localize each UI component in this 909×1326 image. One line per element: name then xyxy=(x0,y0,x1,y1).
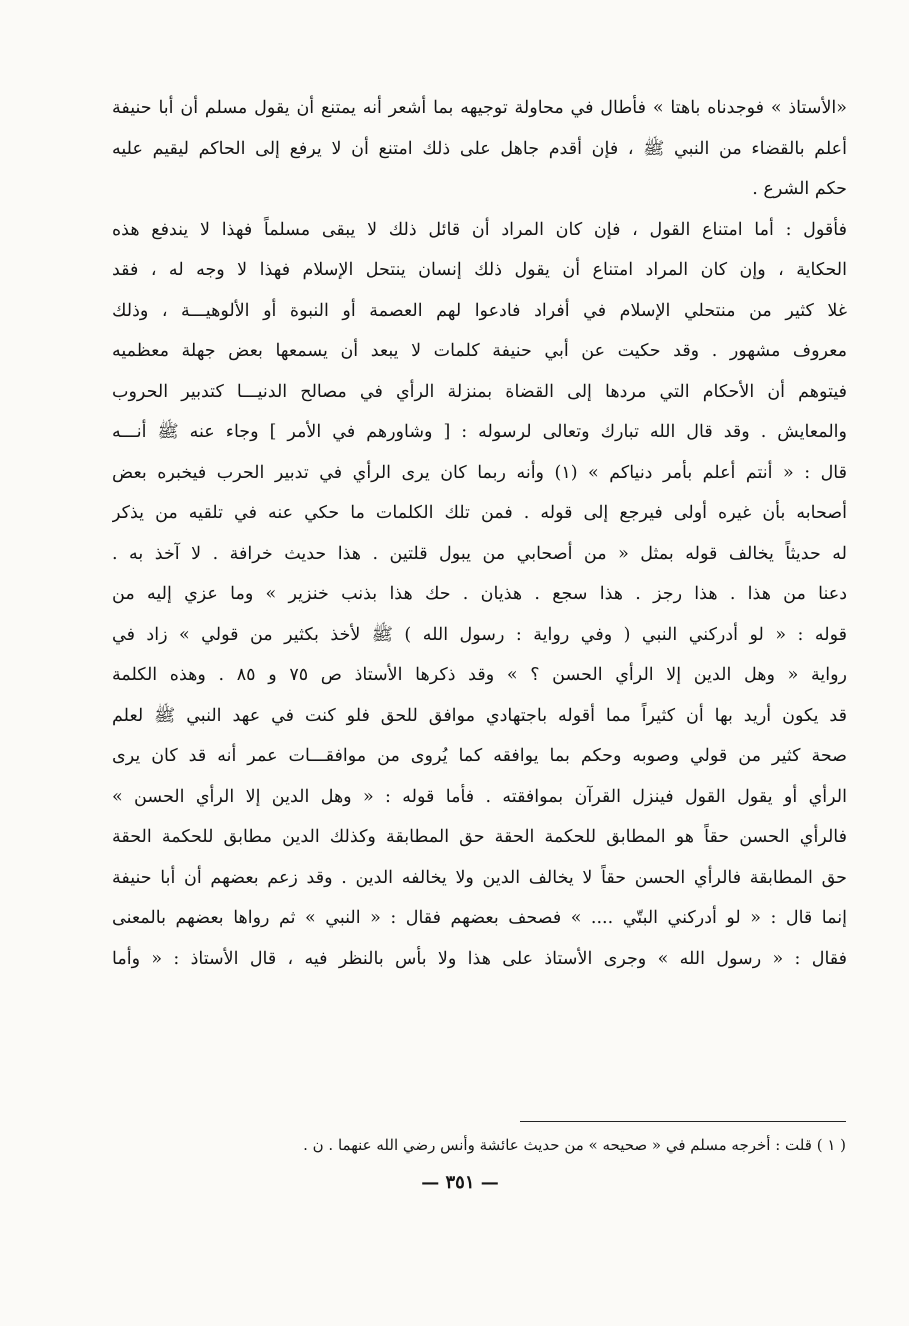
text-line: والمعايش . وقد قال الله تبارك وتعالى لرسوله : [ وشاورهم في الأمر ] وجاء عنه ﷺ أنـــه xyxy=(112,422,847,442)
text-line: دعنا من هذا . هذا رجز . هذا سجع . هذيان . حك هذا بذنب خنزير » وما عزي إليه من xyxy=(112,584,847,604)
text-line: «الأستاذ » فوجدناه باهتا » فأطال في محاولة توجيهه بما أشعر أنه يمتنع أن يقول مسلم أن أبا حنيفة xyxy=(112,98,847,118)
text-line: قد يكون أريد بها أن كثيراً مما أقوله باجتهادي موافق للحق فلو كنت في عهد النبي ﷺ لعلم xyxy=(112,705,847,726)
text-line: حكم الشرع . xyxy=(752,179,847,199)
text-line: أعلم بالقضاء من النبي ﷺ ، فإن أقدم جاهل على ذلك امتنع أن لا يرفع إلى الحاكم ليقيم عليه xyxy=(112,138,847,159)
text-line: رواية « وهل الدين إلا الرأي الحسن ؟ » وقد ذكرها الأستاذ ص ٧٥ و ٨٥ . وهذه الكلمة xyxy=(112,665,847,685)
footnote: ( ١ ) قلت : أخرجه مسلم في « صحيحه » من حديث عائشة وأنس رضي الله عنهما . ن . xyxy=(303,1136,846,1154)
text-line: إنما قال : « لو أدركني البتّي .... » فصحف بعضهم فقال : « النبي » ثم رواها بعضهم بالمعنى xyxy=(112,908,847,928)
main-text xyxy=(112,88,847,979)
footnote-divider xyxy=(520,1121,846,1122)
text-line: قال : « أنتم أعلم بأمر دنياكم » (١) وأنه ربما كان يرى الرأي في تدبير الحرب فيخبره بعض xyxy=(112,462,847,483)
text-line: له حديثاً يخالف قوله بمثل « من أصحابي من يبول قلتين . هذا حديث خرافة . لا آخذ به . xyxy=(112,543,847,564)
text-line: حق المطابقة فالرأي الحسن حقاً لا يخالف الدين ولا يخالفه الدين . وقد زعم بعضهم أن أبا حنيفة xyxy=(112,867,847,888)
text-line: أصحابه بأن غيره أولى فيرجع إلى قوله . فمن تلك الكلمات ما حكي عنه في تلقيه من يذكر xyxy=(112,503,847,523)
text-line: الحكاية ، وإن كان المراد امتناع أن يقول ذلك إنسان ينتحل الإسلام فهذا لا وجه له ، فقد xyxy=(112,260,847,280)
text-line: فأقول : أما امتناع القول ، فإن كان المراد أن قائل ذلك لا يبقى مسلماً فهذا لا يندفع هذه xyxy=(112,219,847,240)
text-line: غلا كثير من منتحلي الإسلام في أفراد فادعوا لهم العصمة أو النبوة أو الألوهيـــة ، وذلك xyxy=(112,300,847,321)
text-line: معروف مشهور . وقد حكيت عن أبي حنيفة كلمات لا يبعد أن يسمعها بعض جهلة معظميه xyxy=(112,341,847,361)
text-line: فقال : « رسول الله » وجرى الأستاذ على هذا ولا بأس بالنظر فيه ، قال الأستاذ : « وأما xyxy=(112,948,847,969)
text-line: فيتوهم أن الأحكام التي مردها إلى القضاة بمنزلة الرأي في مصالح الدنيـــا كتدبير الحروب xyxy=(112,381,847,402)
page-number: — ٣٥١ — xyxy=(421,1172,499,1193)
text-line: صحة كثير من قولي وصوبه وحكم بما يوافقه كما يُروى من موافقـــات عمر أنه قد كان يرى xyxy=(112,746,847,766)
text-line: فالرأي الحسن حقاً هو المطابق للحكمة الحقة حق المطابقة وكذلك الدين مطابق للحكمة الحقة xyxy=(112,827,847,847)
text-line: قوله : « لو أدركني النبي ( وفي رواية : رسول الله ) ﷺ لأخذ بكثير من قولي » زاد في xyxy=(112,624,847,645)
text-line: الرأي أو يقول القول فينزل القرآن بموافقته . فأما قوله : « وهل الدين إلا الرأي الحسن » xyxy=(112,786,847,807)
